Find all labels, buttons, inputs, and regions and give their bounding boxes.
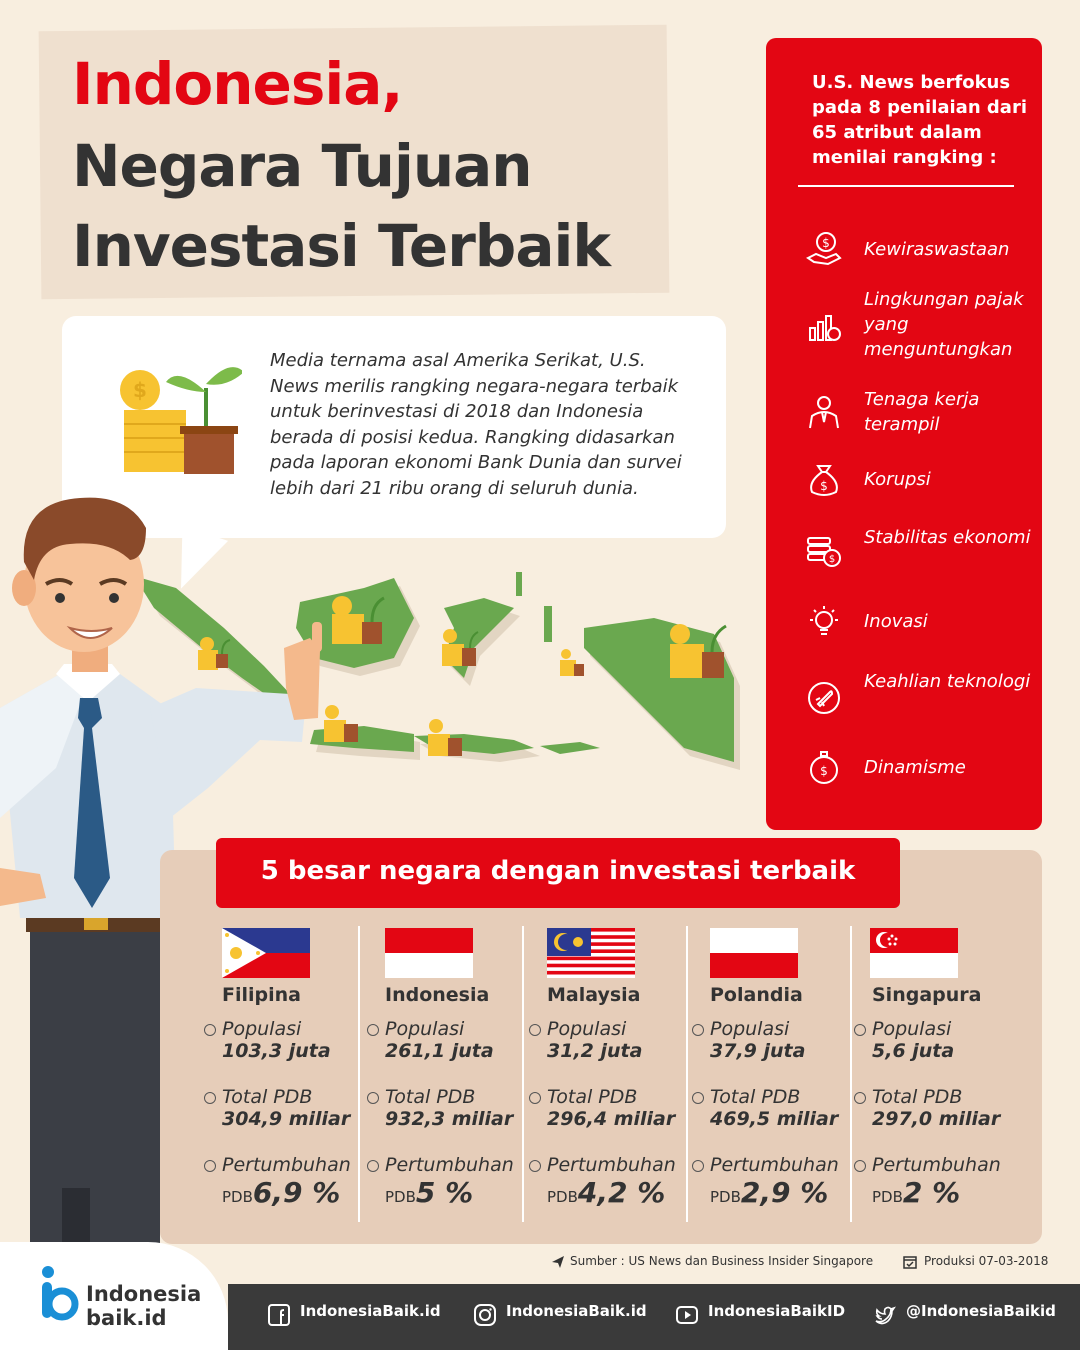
facebook-link[interactable]: IndonesiaBaik.id [300, 1302, 441, 1320]
criteria-label: Lingkungan pajak yang menguntungkan [864, 289, 1024, 360]
column-divider [686, 926, 688, 1222]
calendar-icon [902, 1254, 918, 1270]
bullet-icon [692, 1024, 704, 1036]
population-value: 5,6 juta [872, 1040, 955, 1062]
title-line-2: Negara Tujuan [72, 132, 532, 200]
stat-label: Populasi [872, 1018, 952, 1040]
stat-label: Populasi [547, 1018, 627, 1040]
bullet-icon [529, 1160, 541, 1172]
criteria-label: Tenaga kerja terampil [864, 389, 980, 435]
pdb-label: PDB [222, 1188, 253, 1206]
malaysia-flag [547, 928, 635, 978]
logo-line-1: Indonesia [86, 1282, 202, 1306]
country-name: Filipina [222, 984, 301, 1006]
bullet-icon [529, 1092, 541, 1104]
country-column-singapura [854, 984, 1014, 1210]
produced-date: Produksi 07-03-2018 [924, 1254, 1049, 1268]
bullet-icon [692, 1092, 704, 1104]
growth-value: 2 % [902, 1176, 961, 1209]
title-line-3: Investasi Terbaik [72, 212, 610, 280]
country-column-malaysia [529, 984, 684, 1210]
svg-text:$: $ [822, 236, 830, 250]
gdp-value: 304,9 miliar [222, 1108, 351, 1130]
stat-label: Pertumbuhan [872, 1154, 1001, 1176]
criteria-label: Inovasi [864, 611, 928, 632]
money-bag-icon [806, 462, 842, 498]
pdb-label: PDB [710, 1188, 741, 1206]
growth-value: 5 % [415, 1176, 474, 1209]
gdp-value: 297,0 miliar [872, 1108, 1001, 1130]
gdp-value: 932,3 miliar [385, 1108, 514, 1130]
singapore-flag [870, 928, 958, 978]
gdp-value: 469,5 miliar [710, 1108, 839, 1130]
stat-label: Pertumbuhan [710, 1154, 839, 1176]
indonesiabaik-logo-icon [40, 1264, 80, 1326]
gdp-value: 296,4 miliar [547, 1108, 676, 1130]
instagram-link[interactable]: IndonesiaBaik.id [506, 1302, 647, 1320]
poland-flag [710, 928, 798, 978]
logo-text [86, 1282, 201, 1330]
bullet-icon [854, 1024, 866, 1036]
svg-text:$: $ [820, 479, 828, 493]
stat-label: Total PDB [710, 1086, 801, 1108]
country-column-filipina [204, 984, 354, 1210]
svg-text:$: $ [133, 378, 147, 402]
country-column-indonesia [367, 984, 517, 1210]
column-divider [522, 926, 524, 1222]
source-text: Sumber : US News dan Business Insider Singapore [570, 1254, 874, 1268]
pdb-label: PDB [385, 1188, 416, 1206]
bullet-icon [692, 1160, 704, 1172]
country-column-polandia [692, 984, 847, 1210]
column-divider [850, 926, 852, 1222]
stat-label: Populasi [222, 1018, 302, 1040]
stat-label: Pertumbuhan [547, 1154, 676, 1176]
title-line-1: Indonesia, [72, 50, 403, 118]
bullet-icon [854, 1160, 866, 1172]
source-icon [550, 1254, 566, 1270]
column-divider [358, 926, 360, 1222]
criteria-label: Keahlian teknologi [864, 671, 1031, 692]
stat-label: Pertumbuhan [222, 1154, 351, 1176]
country-name: Indonesia [385, 984, 490, 1006]
ranking-title: 5 besar negara dengan investasi terbaik [260, 856, 856, 886]
bullet-icon [204, 1160, 216, 1172]
stopwatch-icon [806, 750, 842, 786]
svg-text:$: $ [828, 554, 836, 565]
growth-chart-icon [806, 308, 842, 344]
coin-plant-icon [440, 628, 480, 668]
criteria-label: Stabilitas ekonomi [864, 527, 1031, 548]
country-name: Malaysia [547, 984, 641, 1006]
criteria-label: Kewiraswastaan [864, 239, 1010, 260]
hand-money-icon [806, 230, 842, 266]
bullet-icon [529, 1024, 541, 1036]
worker-icon [806, 394, 842, 430]
pdb-label: PDB [872, 1188, 903, 1206]
bullet-icon [367, 1024, 379, 1036]
facebook-icon[interactable] [268, 1304, 290, 1326]
population-value: 261,1 juta [385, 1040, 494, 1062]
growth-value: 6,9 % [252, 1176, 341, 1209]
country-name: Singapura [872, 984, 982, 1006]
coin-stack-icon [806, 532, 842, 568]
population-value: 103,3 juta [222, 1040, 331, 1062]
instagram-icon[interactable] [474, 1304, 496, 1326]
youtube-icon[interactable] [676, 1304, 698, 1326]
youtube-link[interactable]: IndonesiaBaikID [708, 1302, 846, 1320]
growth-value: 4,2 % [577, 1176, 666, 1209]
coin-plant-icon [558, 648, 588, 678]
stat-label: Populasi [385, 1018, 465, 1040]
population-value: 37,9 juta [710, 1040, 806, 1062]
coin-plant-icon [426, 718, 466, 758]
twitter-link[interactable]: @IndonesiaBaikid [906, 1302, 1056, 1320]
bullet-icon [367, 1092, 379, 1104]
pdb-label: PDB [547, 1188, 578, 1206]
divider [798, 185, 1014, 187]
stat-label: Total PDB [222, 1086, 313, 1108]
rocket-icon [806, 680, 842, 716]
bullet-icon [367, 1160, 379, 1172]
country-name: Polandia [710, 984, 803, 1006]
intro-paragraph: Media ternama asal Amerika Serikat, U.S. News merilis rangking negara-negara terbaik untuk berinvestasi di 2018 dan Indonesia berada di posisi kedua. Rangking didasarkan pada laporan ekonomi Bank Dunia dan survei lebih dari 21 ribu orang di seluruh dunia. [270, 350, 682, 499]
twitter-icon[interactable] [874, 1304, 896, 1326]
stat-label: Total PDB [872, 1086, 963, 1108]
coin-plant-icon [330, 594, 386, 650]
stat-label: Total PDB [547, 1086, 638, 1108]
growth-value: 2,9 % [740, 1176, 829, 1209]
criteria-heading: U.S. News berfokus pada 8 penilaian dari 65 atribut dalam menilai rangking : [812, 72, 1027, 168]
population-value: 31,2 juta [547, 1040, 643, 1062]
stat-label: Total PDB [385, 1086, 476, 1108]
coin-plant-icon [118, 358, 242, 476]
bullet-icon [204, 1024, 216, 1036]
bullet-icon [204, 1092, 216, 1104]
coin-plant-icon [668, 622, 728, 682]
indonesia-flag [385, 928, 473, 978]
stat-label: Populasi [710, 1018, 790, 1040]
lightbulb-icon [806, 604, 842, 640]
philippines-flag [222, 928, 310, 978]
logo-line-2: baik.id [86, 1306, 167, 1330]
bullet-icon [854, 1092, 866, 1104]
criteria-label: Korupsi [864, 469, 931, 490]
stat-label: Pertumbuhan [385, 1154, 514, 1176]
svg-text:$: $ [820, 764, 828, 778]
criteria-label: Dinamisme [864, 757, 966, 778]
